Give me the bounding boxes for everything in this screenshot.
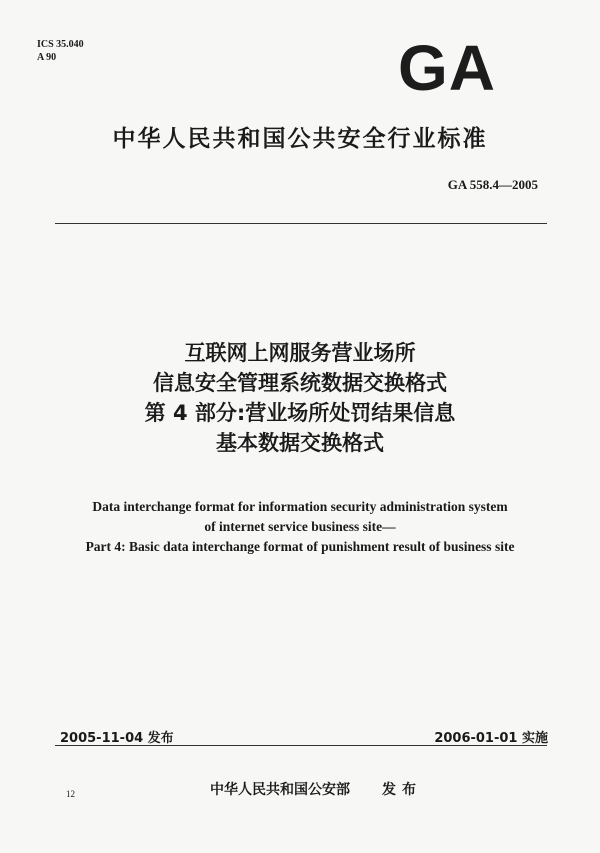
implementation-date: 2006-01-01 实施	[434, 731, 548, 746]
ics-code: ICS 35.040	[37, 39, 84, 50]
title-cn-line: 信息安全管理系统数据交换格式	[153, 371, 447, 395]
title-en-line: Data interchange format for information security administration system	[92, 499, 508, 514]
document-title-en	[0, 497, 600, 557]
issuing-authority: 中华人民共和国公安部	[210, 782, 350, 798]
classification-codes	[37, 38, 84, 64]
header-divider	[55, 223, 547, 224]
ccs-code: A 90	[37, 52, 57, 63]
title-cn-line: 第 4 部分:营业场所处罚结果信息	[144, 401, 456, 425]
standard-code: GA 558.4—2005	[447, 177, 538, 192]
title-cn-line: 基本数据交换格式	[216, 431, 384, 455]
footer-divider	[55, 745, 547, 746]
document-title-cn	[0, 338, 600, 458]
title-cn-line: 互联网上网服务营业场所	[184, 341, 416, 365]
standard-category-title: 中华人民共和国公共安全行业标准	[112, 126, 488, 152]
page-number: 12	[66, 789, 75, 799]
ga-logo: GA	[398, 32, 496, 104]
title-en-line: of internet service business site—	[204, 519, 396, 534]
title-en-line: Part 4: Basic data interchange format of punishment result of business site	[85, 539, 515, 554]
issuing-verb: 发布	[382, 782, 422, 798]
issue-date: 2005-11-04 发布	[60, 731, 174, 746]
